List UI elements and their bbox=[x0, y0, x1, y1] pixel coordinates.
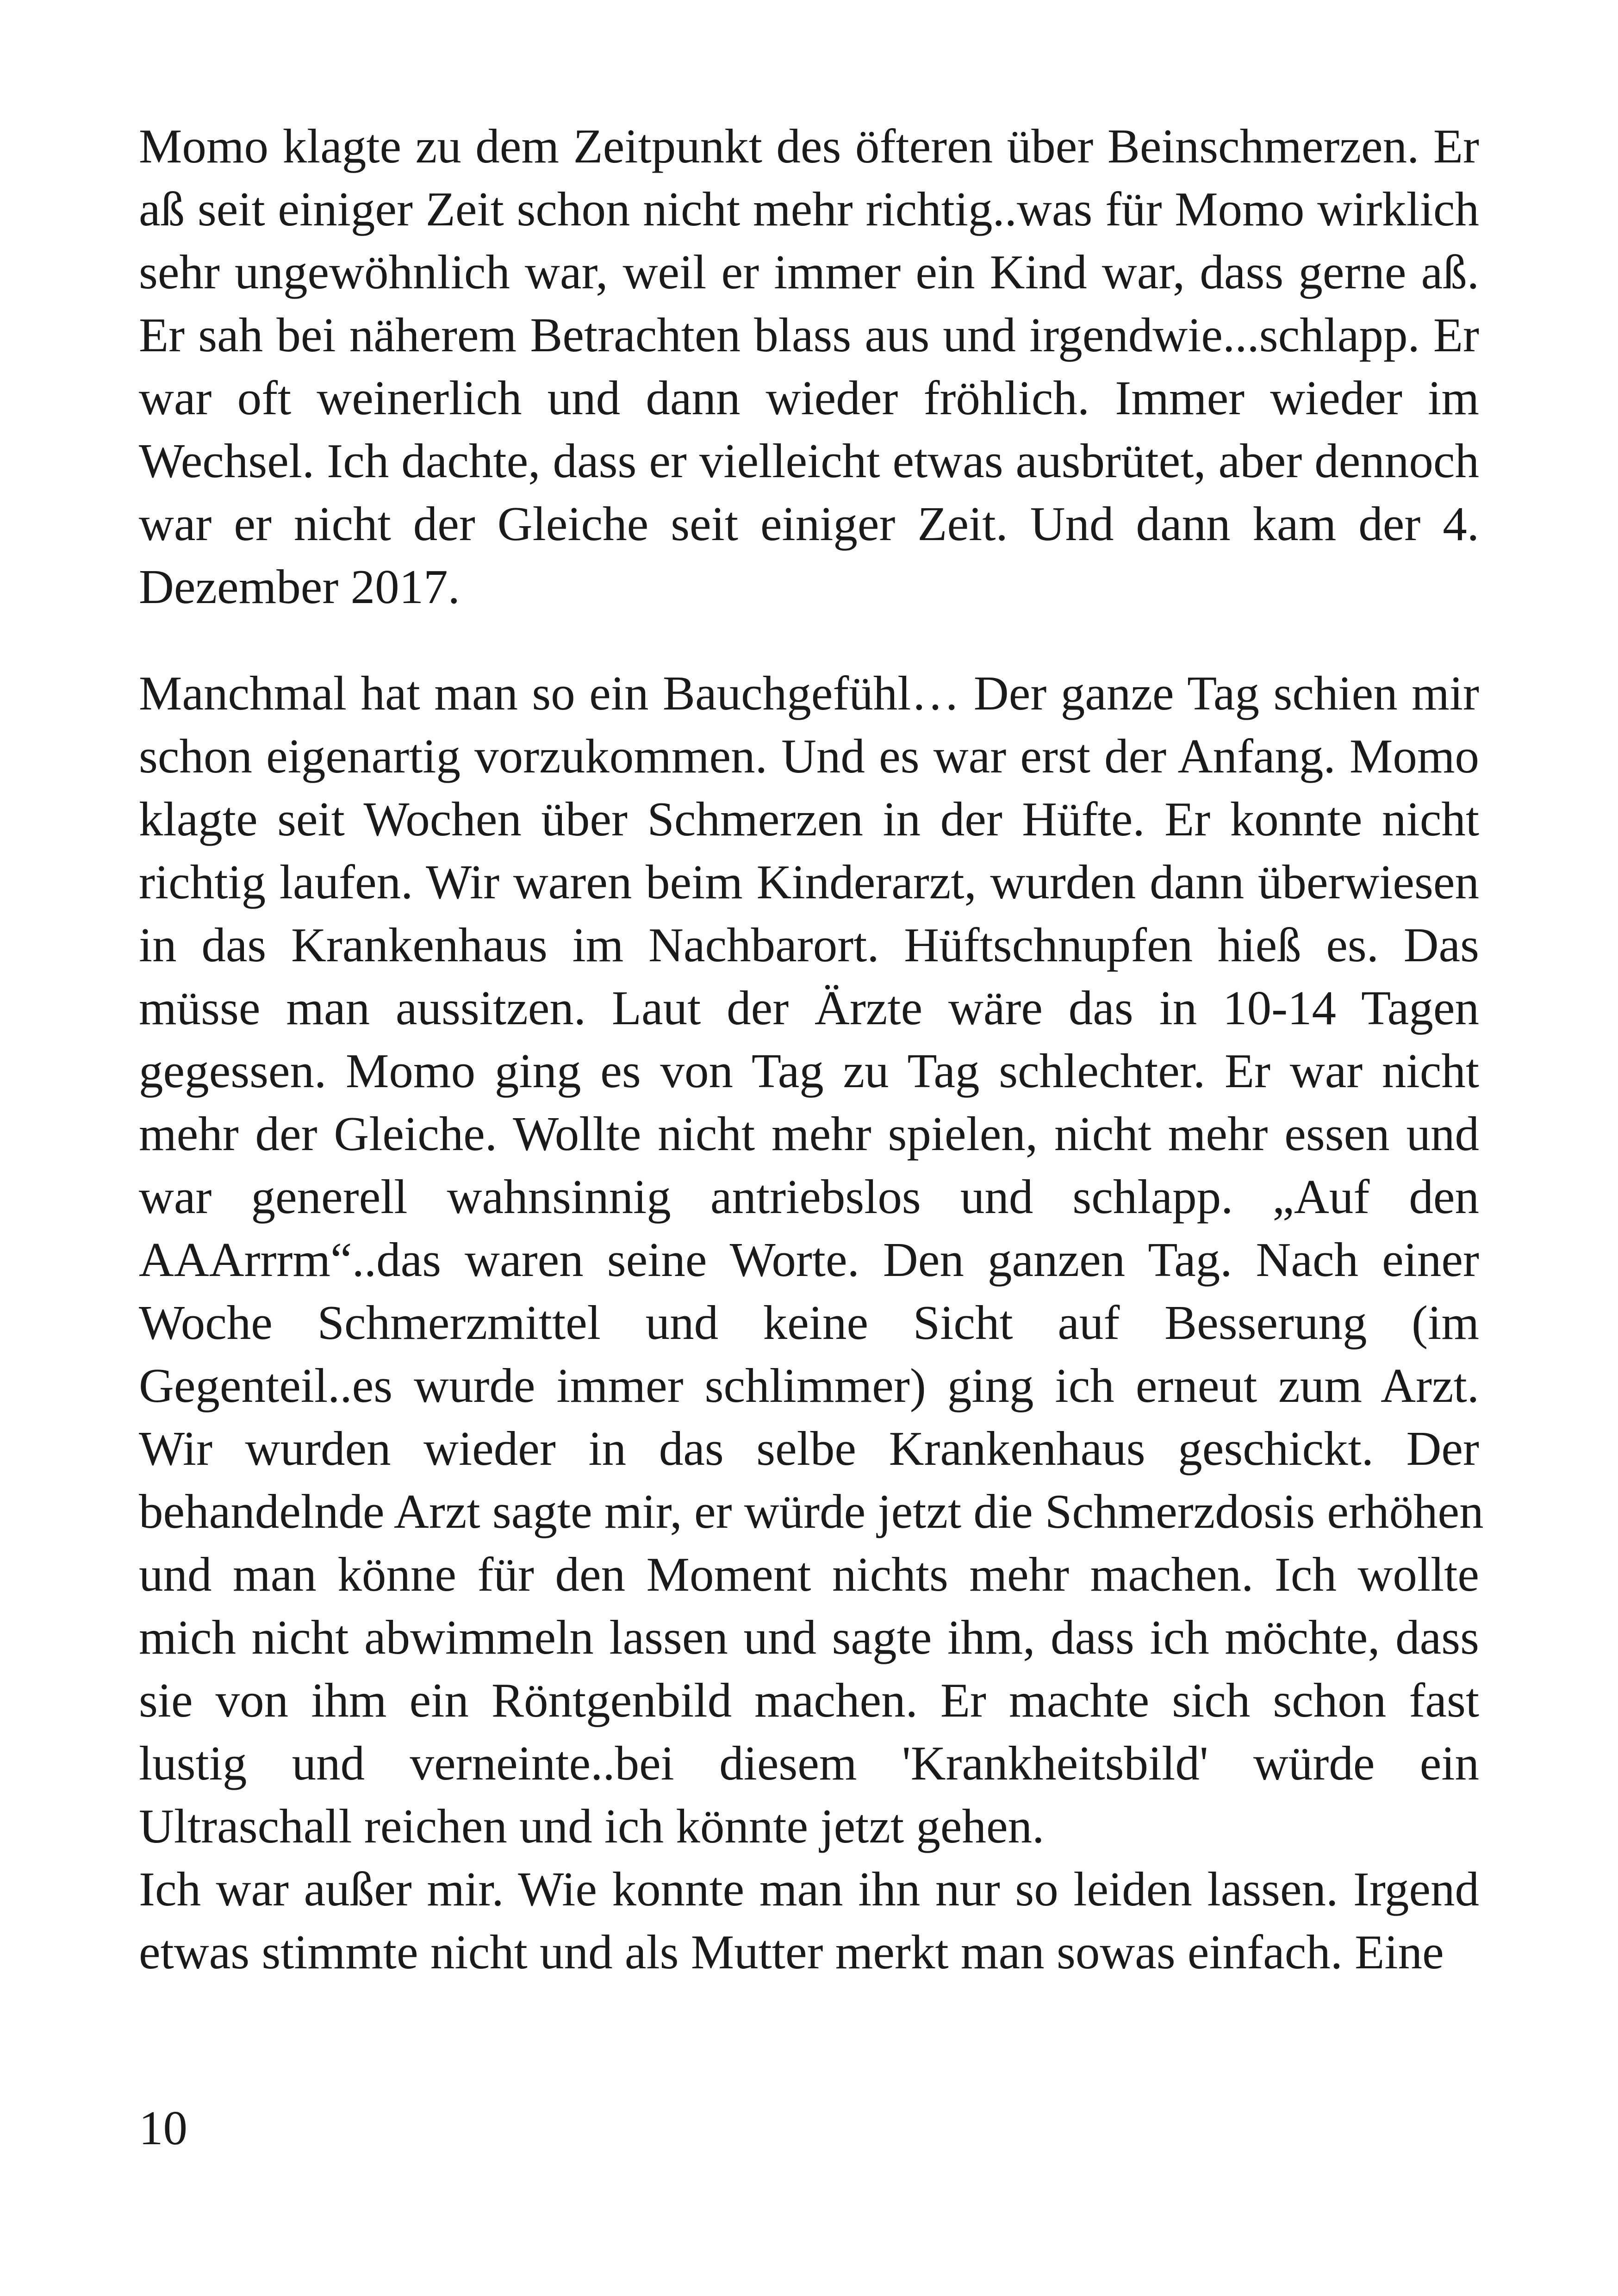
text-line: sie von ihm ein Röntgenbild machen. Er machte sich schon fast bbox=[139, 1673, 1479, 1727]
text-line: gegessen. Momo ging es von Tag zu Tag schlechter. Er war nicht bbox=[139, 1044, 1479, 1098]
text-line: Gegenteil..es wurde immer schlimmer) ging ich erneut zum Arzt. bbox=[139, 1358, 1479, 1412]
text-line: aß seit einiger Zeit schon nicht mehr richtig..was für Momo wirklich bbox=[139, 182, 1479, 236]
text-line: etwas stimmte nicht und als Mutter merkt man sowas einfach. Eine bbox=[139, 1925, 1444, 1979]
text-line: schon eigenartig vorzukommen. Und es war erst der Anfang. Momo bbox=[139, 729, 1479, 783]
paragraph-1 bbox=[139, 115, 1479, 618]
text-line: Er sah bei näherem Betrachten blass aus und irgendwie...schlapp. Er bbox=[139, 308, 1479, 362]
text-line: müsse man aussitzen. Laut der Ärzte wäre das in 10-14 Tagen bbox=[139, 981, 1479, 1035]
text-line: Wechsel. Ich dachte, dass er vielleicht etwas ausbrütet, aber dennoch bbox=[139, 434, 1479, 488]
text-line: Wir wurden wieder in das selbe Krankenhaus geschickt. Der bbox=[139, 1421, 1479, 1475]
page-number: 10 bbox=[139, 2101, 187, 2155]
text-line: mehr der Gleiche. Wollte nicht mehr spielen, nicht mehr essen und bbox=[139, 1107, 1479, 1161]
text-line: war oft weinerlich und dann wieder fröhlich. Immer wieder im bbox=[139, 371, 1479, 425]
text-line: Manchmal hat man so ein Bauchgefühl… Der ganze Tag schien mir bbox=[139, 666, 1479, 720]
text-line: Ich war außer mir. Wie konnte man ihn nur so leiden lassen. Irgend bbox=[139, 1862, 1479, 1916]
text-line: war er nicht der Gleiche seit einiger Zeit. Und dann kam der 4. bbox=[139, 497, 1479, 551]
text-line: in das Krankenhaus im Nachbarort. Hüftschnupfen hieß es. Das bbox=[139, 918, 1479, 972]
text-line: war generell wahnsinnig antriebslos und schlapp. „Auf den bbox=[139, 1170, 1479, 1224]
text-line: sehr ungewöhnlich war, weil er immer ein Kind war, dass gerne aß. bbox=[139, 245, 1479, 299]
paragraph-2 bbox=[139, 662, 1484, 1984]
text-line: Dezember 2017. bbox=[139, 560, 460, 614]
text-line: und man könne für den Moment nichts mehr machen. Ich wollte bbox=[139, 1547, 1479, 1601]
text-line: behandelnde Arzt sagte mir, er würde jetzt die Schmerzdosis erhöhen bbox=[139, 1484, 1484, 1538]
text-line: richtig laufen. Wir waren beim Kinderarzt, wurden dann überwiesen bbox=[139, 855, 1479, 909]
text-line: Woche Schmerzmittel und keine Sicht auf Besserung (im bbox=[139, 1295, 1479, 1350]
text-line: AAArrrm“..das waren seine Worte. Den ganzen Tag. Nach einer bbox=[139, 1232, 1479, 1287]
text-line: lustig und verneinte..bei diesem 'Krankheitsbild' würde ein bbox=[139, 1736, 1479, 1790]
text-line: Ultraschall reichen und ich könnte jetzt gehen. bbox=[139, 1799, 1045, 1853]
text-line: klagte seit Wochen über Schmerzen in der Hüfte. Er konnte nicht bbox=[139, 792, 1479, 846]
text-line: Momo klagte zu dem Zeitpunkt des öfteren über Beinschmerzen. Er bbox=[139, 119, 1479, 173]
text-line: mich nicht abwimmeln lassen und sagte ihm, dass ich möchte, dass bbox=[139, 1610, 1479, 1664]
